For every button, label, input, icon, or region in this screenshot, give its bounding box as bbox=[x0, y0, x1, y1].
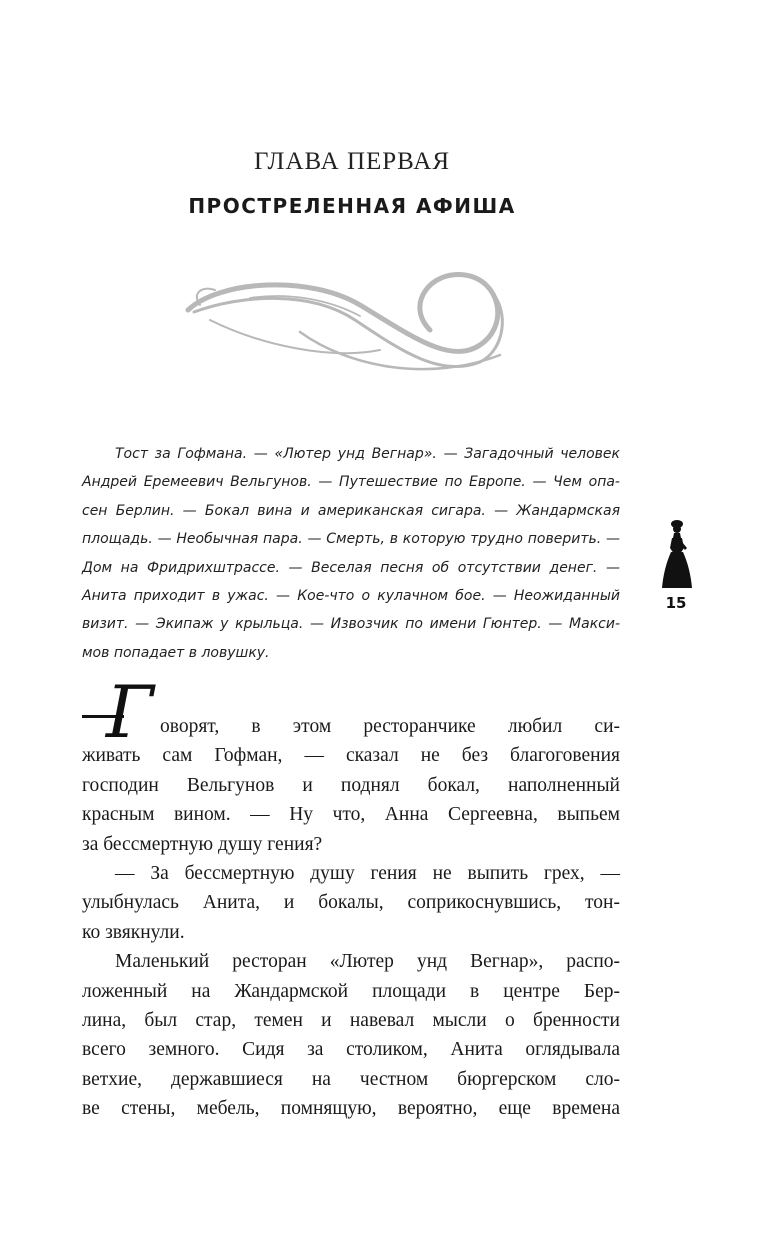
synopsis-line: Андрей Еремеевич Вельгунов. — Путешествие по Европе. — Чем опа- bbox=[82, 474, 620, 491]
lady-silhouette-icon bbox=[660, 518, 694, 590]
text-line: лина, был стар, темен и навевал мысли о бренности bbox=[82, 1010, 620, 1032]
synopsis-line: Дом на Фридрихштрассе. — Веселая песня об отсутствии денег. — bbox=[82, 559, 620, 576]
synopsis-line: Тост за Гофмана. — «Лютер унд Вегнар». — Загадочный человек bbox=[115, 446, 620, 462]
chapter-label: ГЛАВА ПЕРВАЯ bbox=[253, 148, 451, 175]
text-line: всего земного. Сидя за столиком, Анита оглядывала bbox=[82, 1039, 620, 1061]
text-line: за бессмертную душу гения? bbox=[82, 833, 323, 855]
text-line: господин Вельгунов и поднял бокал, наполненный bbox=[82, 774, 620, 796]
synopsis-line: Анита приходит в ужас. — Кое-что о кулачном бое. — Неожиданный bbox=[82, 588, 620, 605]
text-line: ложенный на Жандармской площади в центре Бер- bbox=[82, 980, 620, 1002]
text-line: оворят, в этом ресторанчике любил си- bbox=[160, 716, 620, 737]
text-line: улыбнулась Анита, и бокалы, соприкоснувшись, тон- bbox=[82, 892, 620, 914]
synopsis-line: визит. — Экипаж у крыльца. — Извозчик по имени Гюнтер. — Макси- bbox=[82, 616, 620, 633]
text-line: живать сам Гофман, — сказал не без благоговения bbox=[82, 745, 620, 767]
chapter-title: ПРОСТРЕЛЕННАЯ АФИША bbox=[188, 194, 516, 218]
synopsis-line: сен Берлин. — Бокал вина и американская сигара. — Жандармская bbox=[82, 502, 620, 519]
text-line: Маленький ресторан «Лютер унд Вегнар», распо- bbox=[115, 951, 620, 973]
synopsis-line: мов попадает в ловушку. bbox=[82, 644, 270, 661]
flourish-ornament bbox=[180, 250, 525, 385]
text-line: — За бессмертную душу гения не выпить грех, — bbox=[115, 863, 620, 885]
text-line: красным вином. — Ну что, Анна Сергеевна, выпьем bbox=[82, 804, 620, 826]
synopsis-line: площадь. — Необычная пара. — Смерть, в которую трудно поверить. — bbox=[82, 531, 620, 548]
chapter-synopsis bbox=[82, 440, 620, 667]
text-line: ве стены, мебель, помнящую, вероятно, еще времена bbox=[82, 1098, 620, 1120]
page-number: 15 bbox=[665, 594, 687, 612]
drop-cap: Г bbox=[106, 670, 154, 754]
body-text bbox=[82, 712, 620, 1124]
text-line: ко звякнули. bbox=[82, 921, 185, 943]
text-line: ветхие, державшиеся на честном бюргерском сло- bbox=[82, 1068, 620, 1090]
